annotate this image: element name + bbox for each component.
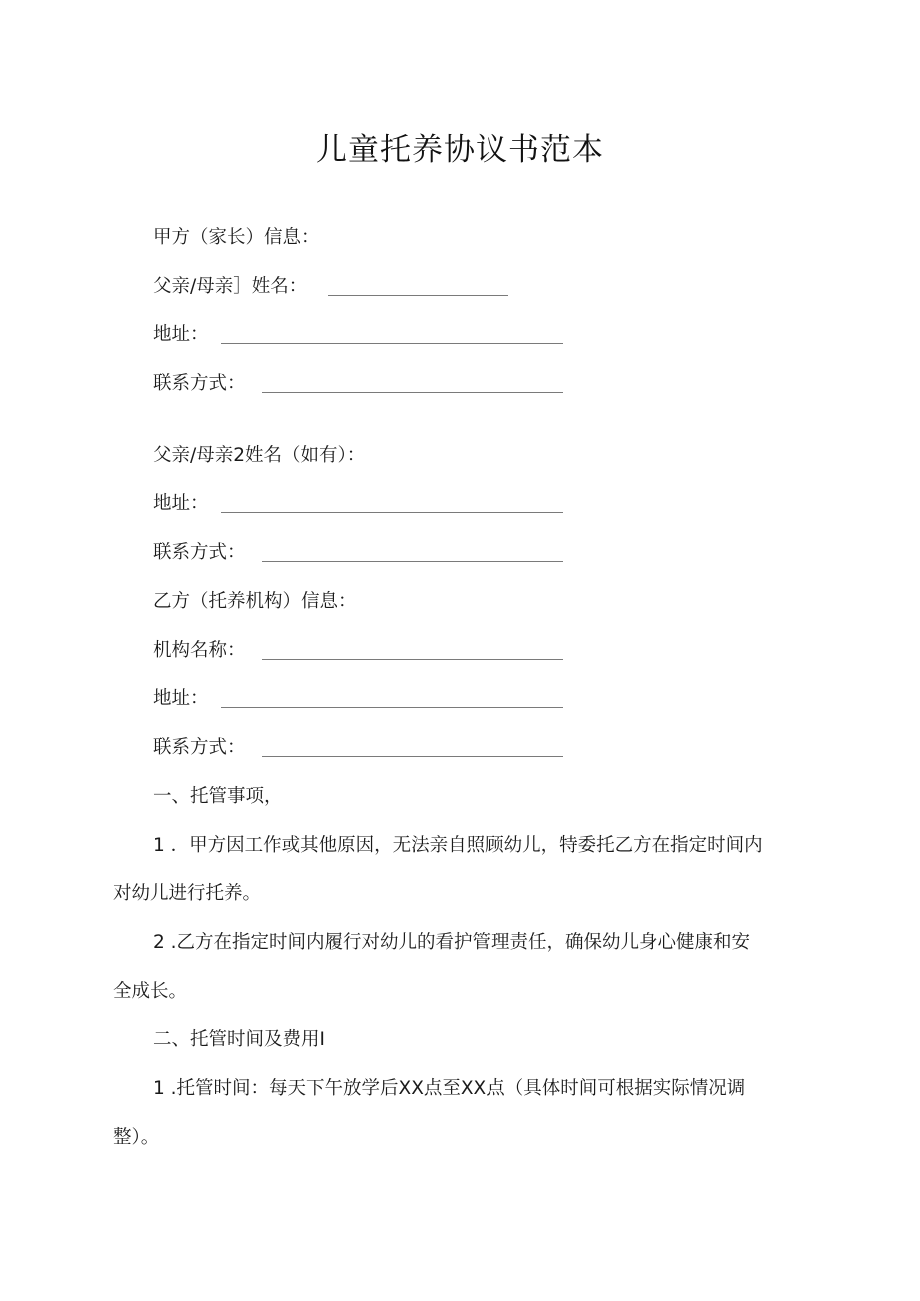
party-b-header: 乙方（托养机构）信息： bbox=[153, 591, 357, 612]
section2-heading: 二、托管时间及费用I bbox=[153, 1029, 325, 1050]
org-name-blank[interactable] bbox=[262, 659, 563, 660]
section1-item2-line1: 2 .乙方在指定时间内履行对幼儿的看护管理责任，确保幼儿身心健康和安 bbox=[153, 932, 751, 953]
contact-label-2: 联系方式： bbox=[153, 542, 246, 563]
parent2-name-label: 父亲/母亲2姓名（如有）： bbox=[153, 445, 366, 466]
contact-label-1: 联系方式： bbox=[153, 373, 246, 394]
address-label-3: 地址： bbox=[153, 688, 209, 709]
address-label-1: 地址： bbox=[153, 324, 209, 345]
address-blank-1[interactable] bbox=[221, 343, 563, 344]
section1-heading: 一、托管事项， bbox=[153, 786, 283, 807]
address-label-2: 地址： bbox=[153, 493, 209, 514]
contact-blank-3[interactable] bbox=[262, 756, 563, 757]
section1-item2-line2: 全成长。 bbox=[113, 981, 188, 1002]
address-blank-2[interactable] bbox=[221, 512, 563, 513]
contact-blank-1[interactable] bbox=[262, 392, 563, 393]
party-a-header: 甲方（家长）信息： bbox=[153, 227, 320, 248]
org-name-label: 机构名称： bbox=[153, 640, 246, 661]
parent1-name-blank[interactable] bbox=[328, 295, 508, 296]
parent1-name-label: 父亲/母亲］姓名： bbox=[153, 276, 308, 297]
document-title: 儿童托养协议书范本 bbox=[316, 132, 604, 168]
section2-item1-line2: 整）。 bbox=[113, 1127, 160, 1148]
contact-label-3: 联系方式： bbox=[153, 737, 246, 758]
section1-item1-line1: 1 ．甲方因工作或其他原因，无法亲自照顾幼儿，特委托乙方在指定时间内 bbox=[153, 835, 763, 856]
address-blank-3[interactable] bbox=[221, 707, 563, 708]
section2-item1-line1: 1 .托管时间：每天下午放学后XX点至XX点（具体时间可根据实际情况调 bbox=[153, 1078, 746, 1099]
contact-blank-2[interactable] bbox=[262, 561, 563, 562]
section1-item1-line2: 对幼儿进行托养。 bbox=[113, 883, 262, 904]
